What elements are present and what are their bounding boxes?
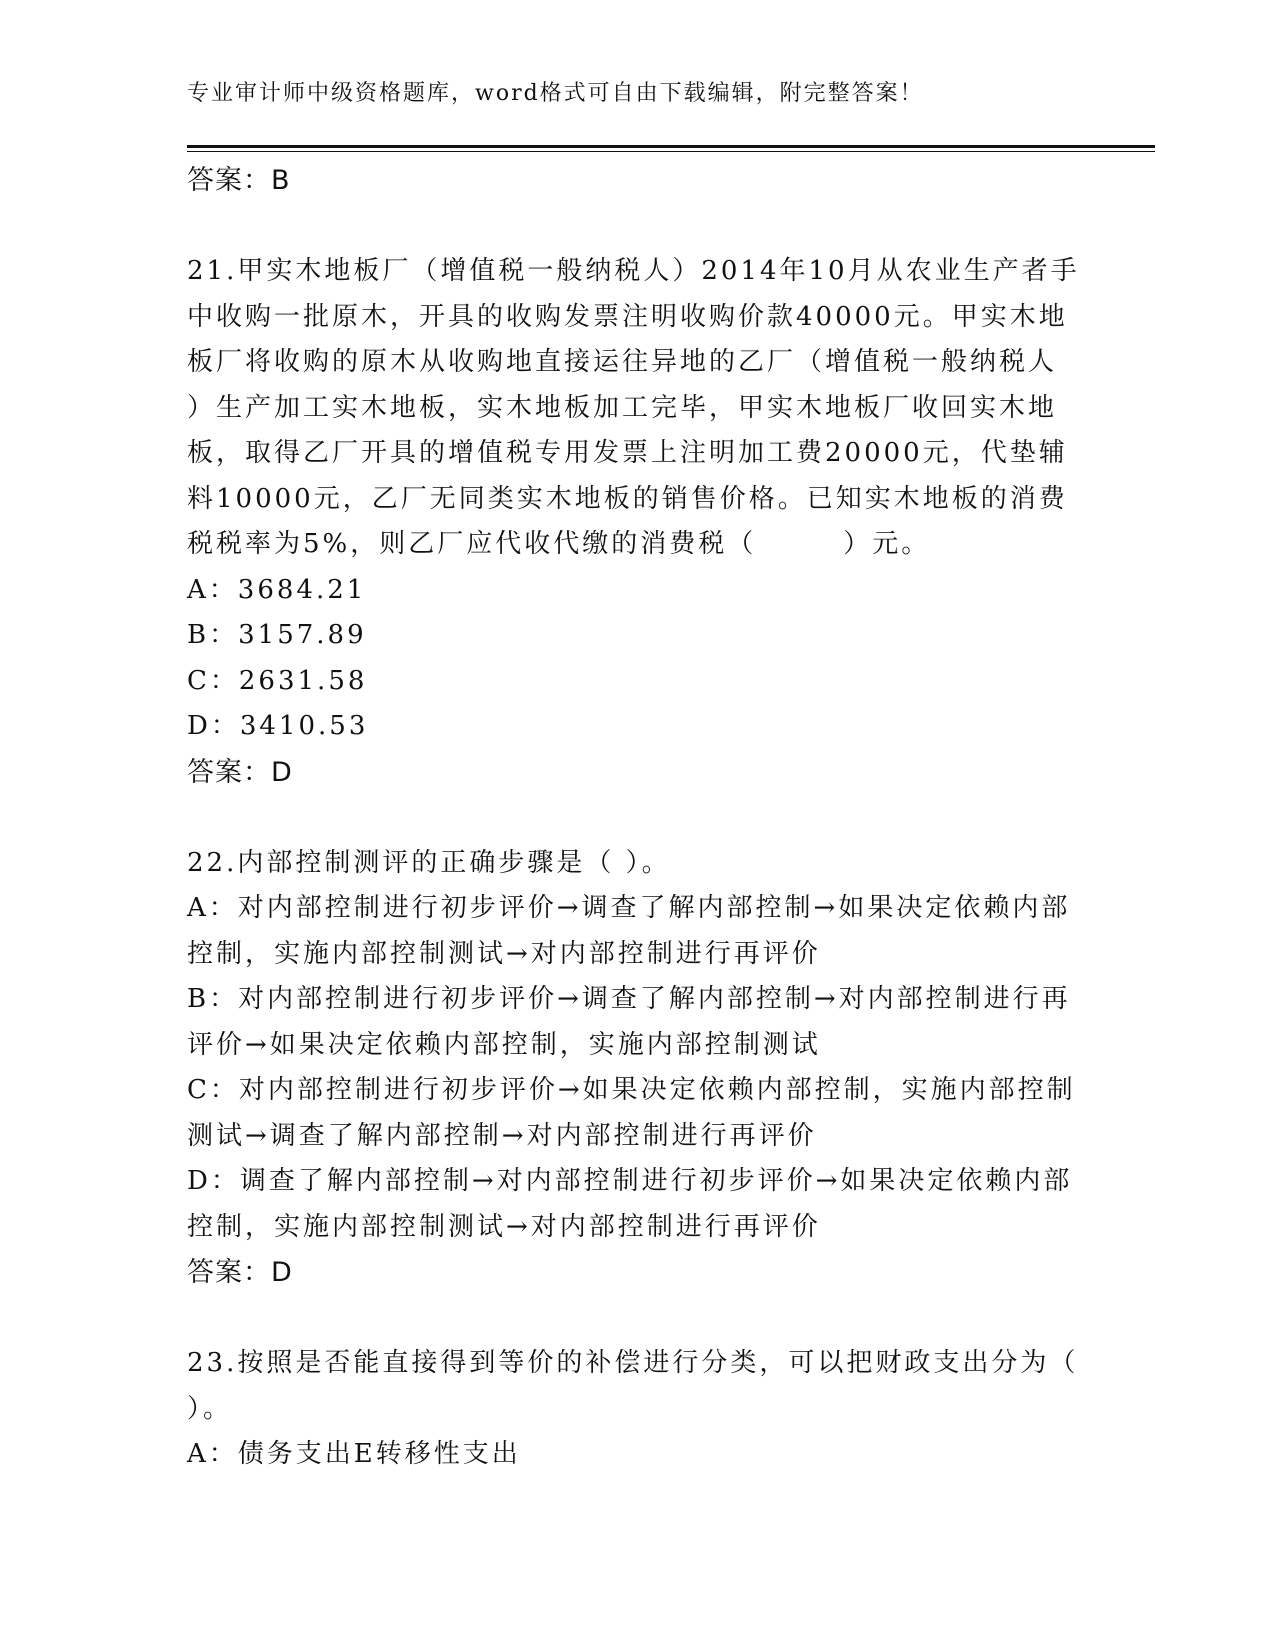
document-body	[187, 158, 1080, 1478]
question-text-line: ）。	[187, 1393, 233, 1424]
option-a-continued: 控制，实施内部控制测试→对内部控制进行再评价	[187, 938, 821, 969]
page-header: 专业审计师中级资格题库，word格式可自由下载编辑，附完整答案！	[187, 81, 924, 106]
question-text-line: 料10000元，乙厂无同类实木地板的销售价格。已知实木地板的消费	[187, 483, 1068, 514]
answer-line: 答案：D	[187, 1257, 293, 1288]
answer-line: 答案：B	[187, 165, 291, 196]
header-rule-thin	[187, 151, 1155, 152]
spacer	[187, 1296, 1077, 1342]
option-a: A：对内部控制进行初步评价→调查了解内部控制→如果决定依赖内部	[187, 893, 1071, 923]
option-c: C：对内部控制进行初步评价→如果决定依赖内部控制，实施内部控制	[187, 1075, 1076, 1105]
option-b: B：3157.89	[187, 620, 367, 650]
question-text-line: 板，取得乙厂开具的增值税专用发票上注明加工费20000元，代垫辅	[187, 438, 1068, 468]
answer-line: 答案：D	[187, 756, 293, 788]
question-text-line: 21.甲实木地板厂（增值税一般纳税人）2014年10月从农业生产者手	[187, 256, 1080, 286]
option-c-continued: 测试→调查了解内部控制→对内部控制进行再评价	[187, 1120, 817, 1151]
question-22	[187, 841, 1077, 1296]
question-text-line: 中收购一批原木，开具的收购发票注明收购价款40000元。甲实木地	[187, 301, 1068, 332]
option-b-continued: 评价→如果决定依赖内部控制，实施内部控制测试	[187, 1029, 821, 1060]
spacer	[187, 204, 1077, 250]
option-b: B：对内部控制进行初步评价→调查了解内部控制→对内部控制进行再	[187, 984, 1071, 1014]
spacer	[187, 795, 1077, 841]
option-c: C：2631.58	[187, 665, 368, 696]
question-text-line: 23.按照是否能直接得到等价的补偿进行分类，可以把财政支出分为（	[187, 1348, 1079, 1378]
question-23	[187, 1341, 1077, 1478]
question-text-line: 税税率为5%，则乙厂应代收代缴的消费税（ ）元。	[187, 529, 931, 559]
option-d-continued: 控制，实施内部控制测试→对内部控制进行再评价	[187, 1211, 821, 1242]
option-d: D：3410.53	[187, 711, 369, 741]
option-d: D：调查了解内部控制→对内部控制进行初步评价→如果决定依赖内部	[187, 1166, 1073, 1196]
header-rule-thick	[187, 145, 1155, 148]
option-a: A：债务支出E转移性支出	[187, 1439, 521, 1469]
option-a: A：3684.21	[187, 574, 367, 605]
question-text-line: 板厂将收购的原木从收购地直接运往异地的乙厂（增值税一般纳税人	[187, 347, 1058, 377]
question-21	[187, 249, 1080, 795]
question-text-line: ）生产加工实木地板，实木地板加工完毕，甲实木地板厂收回实木地	[187, 392, 1058, 423]
question-text-line: 22.内部控制测评的正确步骤是（ ）。	[187, 847, 671, 878]
